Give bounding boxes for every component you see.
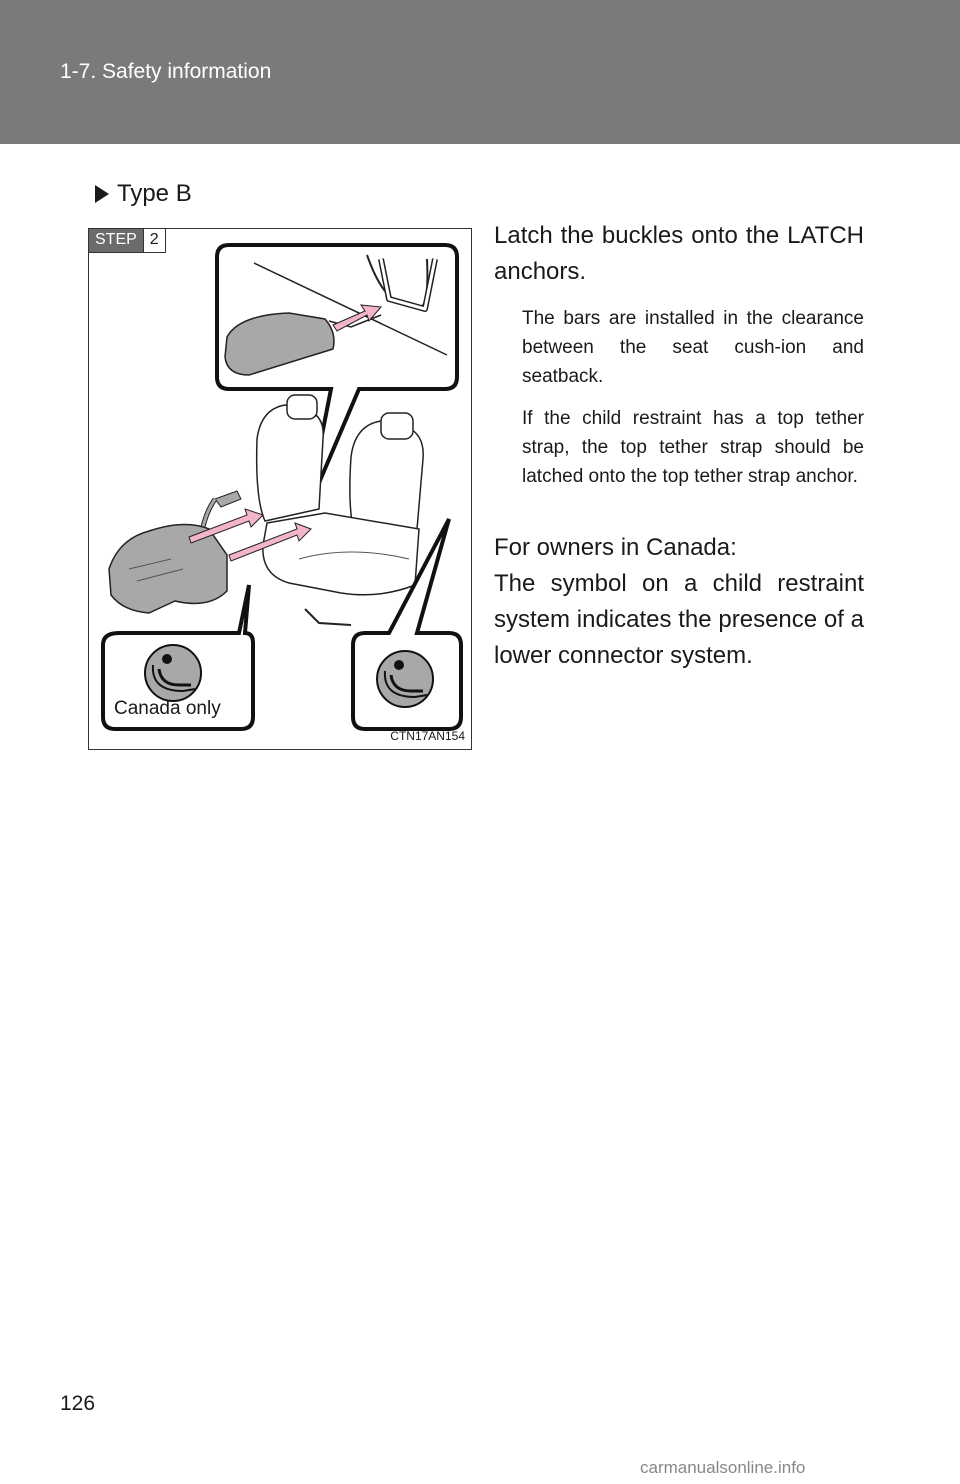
canada-heading: For owners in Canada: [494,534,737,561]
canada-section [494,530,864,674]
step-text: Latch the buckles onto the LATCH anchors. [494,222,864,285]
illustration-figure [88,228,472,750]
figure-code: CTN17AN154 [390,729,465,743]
note-bars [522,304,864,391]
triangle-bullet-icon [95,185,109,203]
child-seat-anchor-icon [145,645,201,701]
page-header [0,0,960,144]
child-seat-anchor-icon [377,651,433,707]
note-tether-text: If the child restraint has a top tether strap, the top tether strap should be latched onto the top tether strap anchor. [522,408,864,487]
type-heading [95,180,192,208]
canada-text: The symbol on a child restraint system indicates the presence of a lower connector system. [494,570,864,669]
step-instruction [494,218,864,290]
page-number: 126 [60,1392,96,1415]
step-word: STEP [89,229,144,253]
watermark: carmanualsonline.info [640,1458,806,1477]
type-heading-text: Type B [117,180,192,207]
step-badge [89,229,166,253]
section-title: 1-7. Safety information [60,60,272,83]
step-number: 2 [144,229,166,253]
note-tether [522,404,864,491]
note-bars-text: The bars are installed in the clearance between the seat cush-ion and seatback. [522,308,864,387]
rear-seat-illustration [89,229,471,749]
canada-only-label: Canada only [114,698,221,719]
